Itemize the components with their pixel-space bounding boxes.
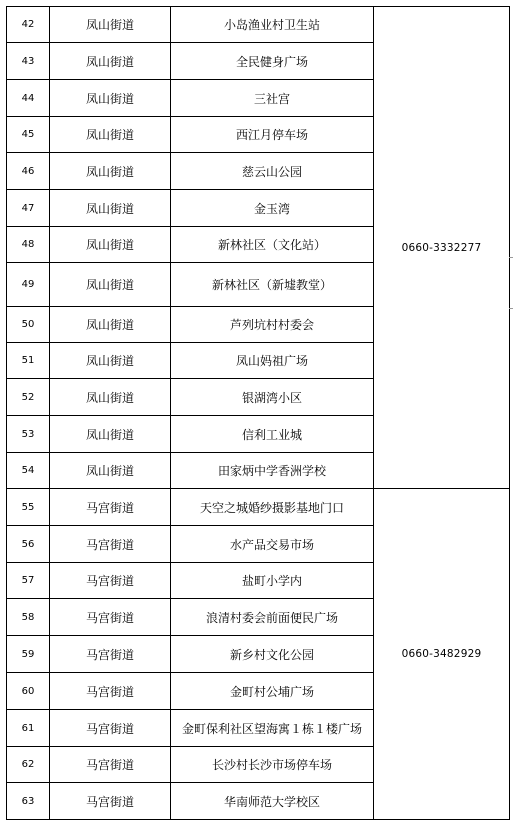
place-cell: 小岛渔业村卫生站 bbox=[171, 7, 374, 43]
row-number: 59 bbox=[7, 636, 50, 673]
row-number: 50 bbox=[7, 307, 50, 343]
street-cell: 凤山街道 bbox=[50, 7, 171, 43]
place-cell: 慈云山公园 bbox=[171, 153, 374, 190]
place-cell: 浪清村委会前面便民广场 bbox=[171, 599, 374, 636]
place-cell: 天空之城婚纱摄影基地门口 bbox=[171, 489, 374, 526]
street-cell: 马宫街道 bbox=[50, 526, 171, 563]
row-number: 56 bbox=[7, 526, 50, 563]
place-cell: 新林社区（新墟教堂） bbox=[171, 263, 374, 307]
place-cell: 长沙村长沙市场停车场 bbox=[171, 747, 374, 783]
place-cell: 田家炳中学香洲学校 bbox=[171, 453, 374, 489]
street-cell: 凤山街道 bbox=[50, 190, 171, 227]
site-table bbox=[6, 6, 510, 820]
place-cell: 信利工业城 bbox=[171, 416, 374, 453]
place-cell: 银湖湾小区 bbox=[171, 379, 374, 416]
place-cell: 金玉湾 bbox=[171, 190, 374, 227]
street-cell: 凤山街道 bbox=[50, 43, 171, 80]
street-cell: 凤山街道 bbox=[50, 263, 171, 307]
phone-cell: 0660-3482929 bbox=[374, 489, 510, 820]
row-number: 60 bbox=[7, 673, 50, 710]
row-number: 55 bbox=[7, 489, 50, 526]
place-cell: 新林社区（文化站） bbox=[171, 227, 374, 263]
row-number: 44 bbox=[7, 80, 50, 117]
row-number: 42 bbox=[7, 7, 50, 43]
place-cell: 全民健身广场 bbox=[171, 43, 374, 80]
table-row bbox=[7, 489, 510, 526]
place-cell: 三社宫 bbox=[171, 80, 374, 117]
row-number: 52 bbox=[7, 379, 50, 416]
row-number: 58 bbox=[7, 599, 50, 636]
row-number: 63 bbox=[7, 783, 50, 820]
place-cell: 水产品交易市场 bbox=[171, 526, 374, 563]
row-number: 54 bbox=[7, 453, 50, 489]
row-number: 57 bbox=[7, 563, 50, 599]
edge-mark bbox=[509, 308, 513, 309]
place-cell: 华南师范大学校区 bbox=[171, 783, 374, 820]
edge-mark bbox=[509, 257, 513, 258]
place-cell: 凤山妈祖广场 bbox=[171, 343, 374, 379]
street-cell: 马宫街道 bbox=[50, 747, 171, 783]
place-cell: 金町保利社区望海寓１栋１楼广场 bbox=[171, 710, 374, 747]
row-number: 51 bbox=[7, 343, 50, 379]
street-cell: 马宫街道 bbox=[50, 710, 171, 747]
street-cell: 凤山街道 bbox=[50, 416, 171, 453]
street-cell: 马宫街道 bbox=[50, 783, 171, 820]
place-cell: 西江月停车场 bbox=[171, 117, 374, 153]
row-number: 48 bbox=[7, 227, 50, 263]
place-cell: 芦列坑村村委会 bbox=[171, 307, 374, 343]
street-cell: 凤山街道 bbox=[50, 453, 171, 489]
row-number: 46 bbox=[7, 153, 50, 190]
place-cell: 新乡村文化公园 bbox=[171, 636, 374, 673]
row-number: 62 bbox=[7, 747, 50, 783]
street-cell: 凤山街道 bbox=[50, 227, 171, 263]
street-cell: 马宫街道 bbox=[50, 563, 171, 599]
row-number: 53 bbox=[7, 416, 50, 453]
place-cell: 金町村公埔广场 bbox=[171, 673, 374, 710]
street-cell: 凤山街道 bbox=[50, 153, 171, 190]
row-number: 61 bbox=[7, 710, 50, 747]
street-cell: 马宫街道 bbox=[50, 599, 171, 636]
street-cell: 凤山街道 bbox=[50, 80, 171, 117]
row-number: 47 bbox=[7, 190, 50, 227]
phone-cell: 0660-3332277 bbox=[374, 7, 510, 489]
street-cell: 凤山街道 bbox=[50, 379, 171, 416]
street-cell: 凤山街道 bbox=[50, 117, 171, 153]
site-list-sheet bbox=[6, 6, 510, 820]
street-cell: 凤山街道 bbox=[50, 343, 171, 379]
table-row bbox=[7, 7, 510, 43]
street-cell: 马宫街道 bbox=[50, 636, 171, 673]
row-number: 43 bbox=[7, 43, 50, 80]
street-cell: 马宫街道 bbox=[50, 673, 171, 710]
site-table-body bbox=[7, 7, 510, 820]
place-cell: 盐町小学内 bbox=[171, 563, 374, 599]
street-cell: 凤山街道 bbox=[50, 307, 171, 343]
row-number: 45 bbox=[7, 117, 50, 153]
row-number: 49 bbox=[7, 263, 50, 307]
street-cell: 马宫街道 bbox=[50, 489, 171, 526]
